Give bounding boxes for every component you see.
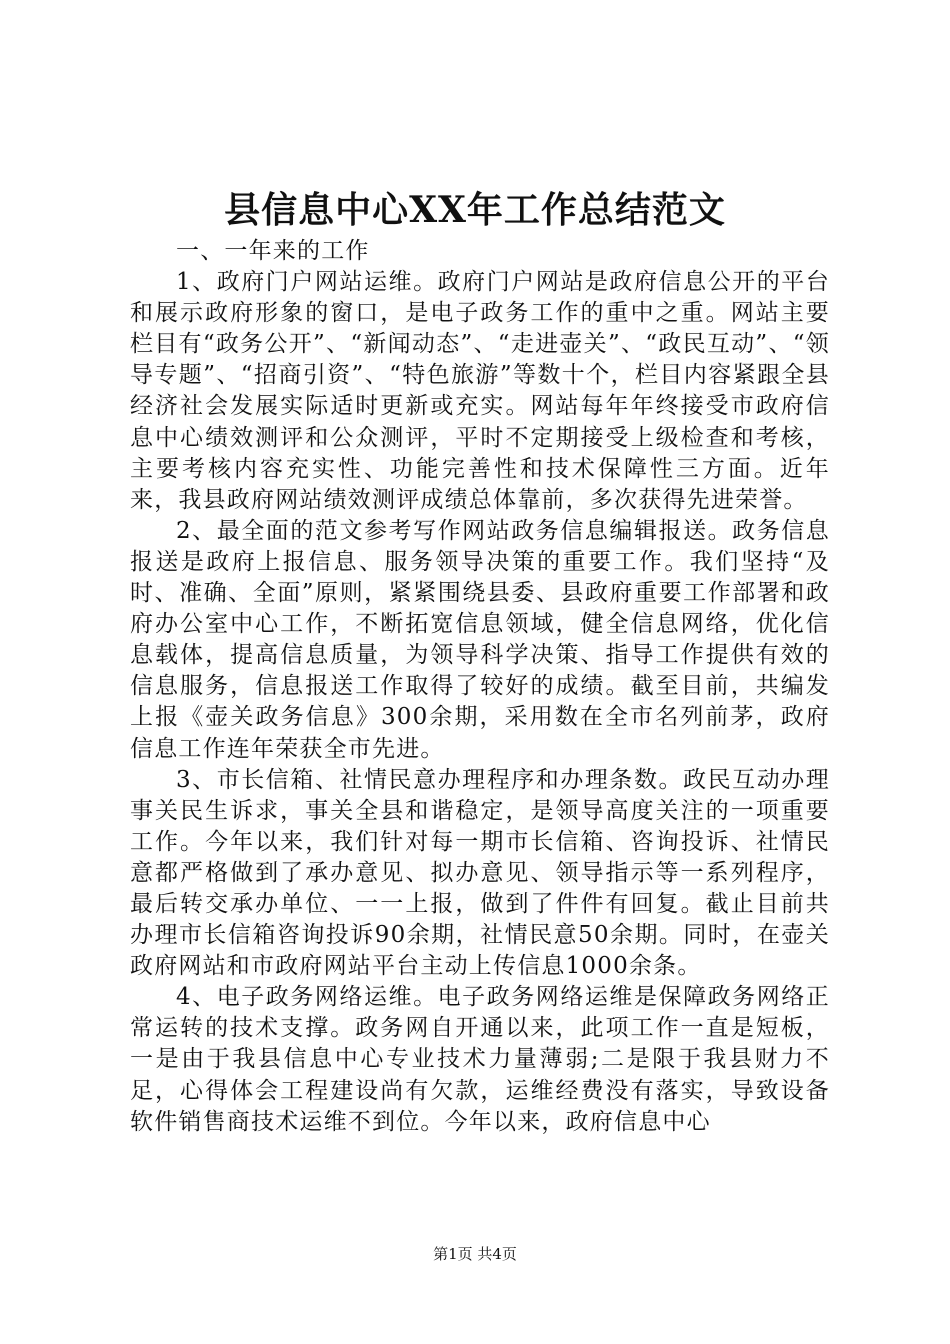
document-body <box>130 236 830 1138</box>
paragraph-4: 4、电子政务网络运维。电子政务网络运维是保障政务网络正常运转的技术支撑。政务网自开通以来，此项工作一直是短板，一是由于我县信息中心专业技术力量薄弱;二是限于我县财力不足，心得体会工程建设尚有欠款，运维经费没有落实，导致设备软件销售商技术运维不到位。今年以来，政府信息中心 <box>130 984 830 1135</box>
paragraph-2: 2、最全面的范文参考写作网站政务信息编辑报送。政务信息报送是政府上报信息、服务领导决策的重要工作。我们坚持“及时、准确、全面”原则，紧紧围绕县委、县政府重要工作部署和政府办公室中心工作，不断拓宽信息领域，健全信息网络，优化信息载体，提高信息质量，为领导科学决策、指导工作提供有效的信息服务，信息报送工作取得了较好的成绩。截至目前，共编发上报《壶关政务信息》300余期，采用数在全市名列前茅，政府信息工作连年荣获全市先进。 <box>130 517 830 762</box>
document-title: 县信息中心XX年工作总结范文 <box>224 189 726 231</box>
page-number-footer: 第1页 共4页 <box>433 1245 517 1263</box>
paragraph-1: 1、政府门户网站运维。政府门户网站是政府信息公开的平台和展示政府形象的窗口，是电子政务工作的重中之重。网站主要栏目有“政务公开”、“新闻动态”、“走进壶关”、“政民互动”、“领导专题”、“招商引资”、“特色旅游”等数十个，栏目内容紧跟全县经济社会发展实际适时更新或充实。网站每年年终接受市政府信息中心绩效测评和公众测评，平时不定期接受上级检查和考核，主要考核内容充实性、功能完善性和技术保障性三方面。近年来，我县政府网站绩效测评成绩总体靠前，多次获得先进荣誉。 <box>130 269 830 513</box>
paragraph-3: 3、市长信箱、社情民意办理程序和办理条数。政民互动办理事关民生诉求，事关全县和谐稳定，是领导高度关注的一项重要工作。今年以来，我们针对每一期市长信箱、咨询投诉、社情民意都严格做到了承办意见、拟办意见、领导指示等一系列程序，最后转交承办单位、一一上报，做到了件件有回复。截止目前共办理市长信箱咨询投诉90余期，社情民意50余期。同时，在壶关政府网站和市政府网站平台主动上传信息1000余条。 <box>130 766 830 980</box>
section-heading: 一、一年来的工作 <box>176 238 370 264</box>
